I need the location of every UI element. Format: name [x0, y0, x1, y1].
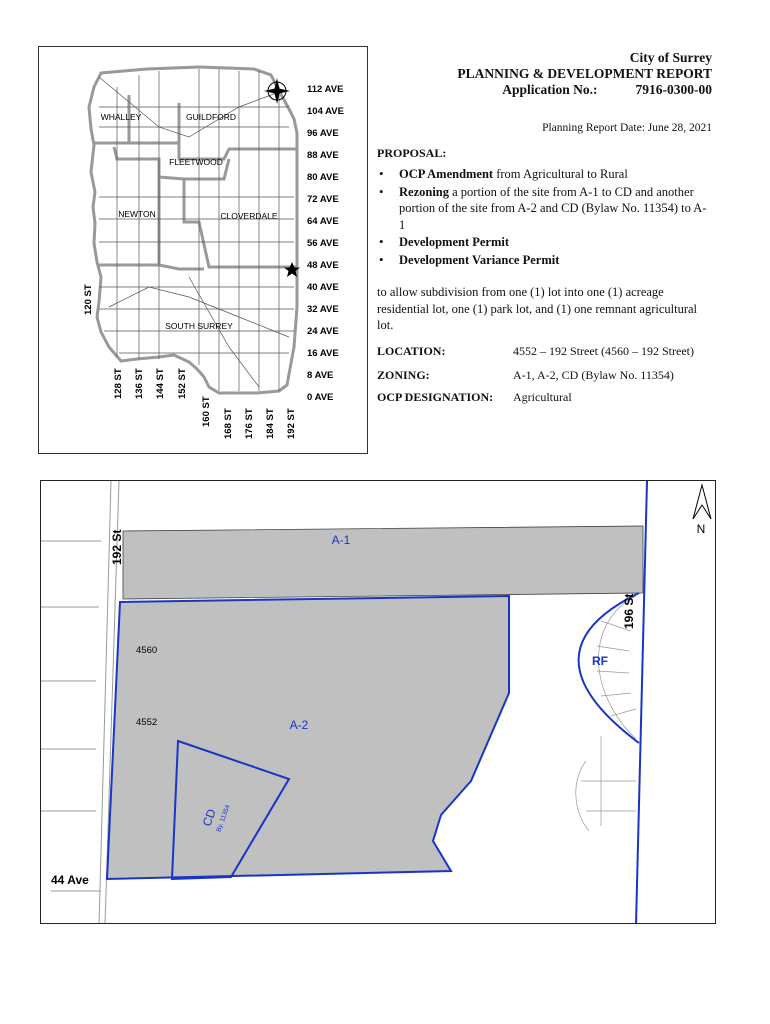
application-label: Application No.:	[502, 82, 598, 97]
zone-label-a1: A-1	[331, 533, 351, 547]
zoning-label: ZONING:	[377, 368, 430, 382]
address-4552: 4552	[136, 717, 158, 728]
ocp-label: OCP DESIGNATION:	[377, 390, 494, 404]
district-newton: NEWTON	[118, 209, 156, 219]
avenue-label: 0 AVE	[307, 392, 334, 403]
district-whalley: WHALLEY	[100, 112, 142, 122]
avenue-labels	[307, 84, 344, 403]
avenue-44-label: 44 Ave	[51, 873, 89, 887]
location-label: LOCATION:	[377, 344, 446, 358]
compass-rose-icon	[264, 78, 290, 104]
zone-label-rf: RF	[592, 654, 608, 668]
street-label: 160 ST	[201, 396, 212, 427]
street-label: 120 ST	[83, 284, 94, 315]
key-map	[38, 46, 368, 454]
cd-bylaw-label: By. 11354	[215, 803, 232, 833]
street-label: 168 ST	[223, 408, 234, 439]
report-date: Planning Report Date: June 28, 2021	[542, 122, 712, 134]
proposal-item-bold: Development Permit	[399, 235, 510, 249]
application-number: 7916-0300-00	[635, 82, 712, 97]
list-item	[377, 184, 707, 234]
avenue-label: 88 AVE	[307, 150, 339, 161]
street-192-label: 192 St	[110, 529, 124, 565]
street-label: 136 ST	[134, 368, 145, 399]
district-guildford: GUILDFORD	[185, 112, 237, 122]
list-item	[377, 166, 707, 183]
site-map	[40, 480, 716, 924]
city-name: City of Surrey	[629, 50, 712, 65]
street-label: 128 ST	[113, 368, 124, 399]
proposal-list	[377, 166, 707, 269]
avenue-label: 64 AVE	[307, 216, 339, 227]
avenue-label: 40 AVE	[307, 282, 339, 293]
list-item	[377, 234, 707, 251]
avenue-label: 8 AVE	[307, 370, 334, 381]
report-title: PLANNING & DEVELOPMENT REPORT	[457, 66, 712, 81]
district-cloverdale: CLOVERDALE	[220, 211, 278, 221]
avenue-label: 72 AVE	[307, 194, 339, 205]
street-label: 176 ST	[244, 408, 255, 439]
zoning-value: A-1, A-2, CD (Bylaw No. 11354)	[513, 368, 674, 382]
street-label: 192 ST	[286, 408, 297, 439]
avenue-label: 16 AVE	[307, 348, 339, 359]
district-fleetwood: FLEETWOOD	[169, 157, 223, 167]
proposal-item-text: a portion of the site from A-1 to CD and another portion of the site from A-2 and CD (Bylaw No. 11354) to A-1	[399, 184, 707, 232]
avenue-label: 24 AVE	[307, 326, 339, 337]
site-map-drawing	[41, 481, 716, 924]
north-label: N	[696, 522, 706, 536]
proposal-title: PROPOSAL:	[377, 146, 447, 160]
zone-label-a2: A-2	[289, 718, 309, 732]
proposal-item-text: from Agricultural to Rural	[493, 167, 628, 181]
key-map-drawing	[39, 47, 369, 455]
avenue-label: 112 AVE	[307, 84, 344, 95]
proposal-item-bold: Development Variance Permit	[399, 252, 560, 267]
application-row	[457, 82, 712, 98]
location-value: 4552 – 192 Street (4560 – 192 Street)	[513, 344, 694, 358]
ocp-value: Agricultural	[513, 390, 572, 404]
avenue-label: 56 AVE	[307, 238, 339, 249]
parcel-a1	[123, 526, 643, 599]
district-south-surrey: SOUTH SURREY	[165, 321, 233, 331]
avenue-label: 80 AVE	[307, 172, 339, 183]
address-4560: 4560	[136, 645, 158, 656]
list-item	[377, 252, 707, 269]
street-196-label: 196 St	[622, 593, 636, 629]
proposal-item-bold: Rezoning	[399, 184, 449, 199]
north-arrow-icon	[693, 485, 711, 536]
proposal-item-bold: OCP Amendment	[399, 167, 494, 181]
parcel-a2	[107, 596, 509, 879]
report-header	[457, 50, 712, 98]
street-label: 152 ST	[177, 368, 188, 399]
avenue-label: 96 AVE	[307, 128, 339, 139]
avenue-label: 32 AVE	[307, 304, 339, 315]
avenue-label: 48 AVE	[307, 260, 339, 271]
proposal-purpose: to allow subdivision from one (1) lot into one (1) acreage residential lot, one (1) park lot, and (1) one remnant agricultural lot.	[377, 285, 698, 332]
zone-label-cd: CD	[199, 807, 219, 829]
avenue-label: 104 AVE	[307, 106, 344, 117]
street-label: 144 ST	[155, 368, 166, 399]
street-label: 184 ST	[265, 408, 276, 439]
